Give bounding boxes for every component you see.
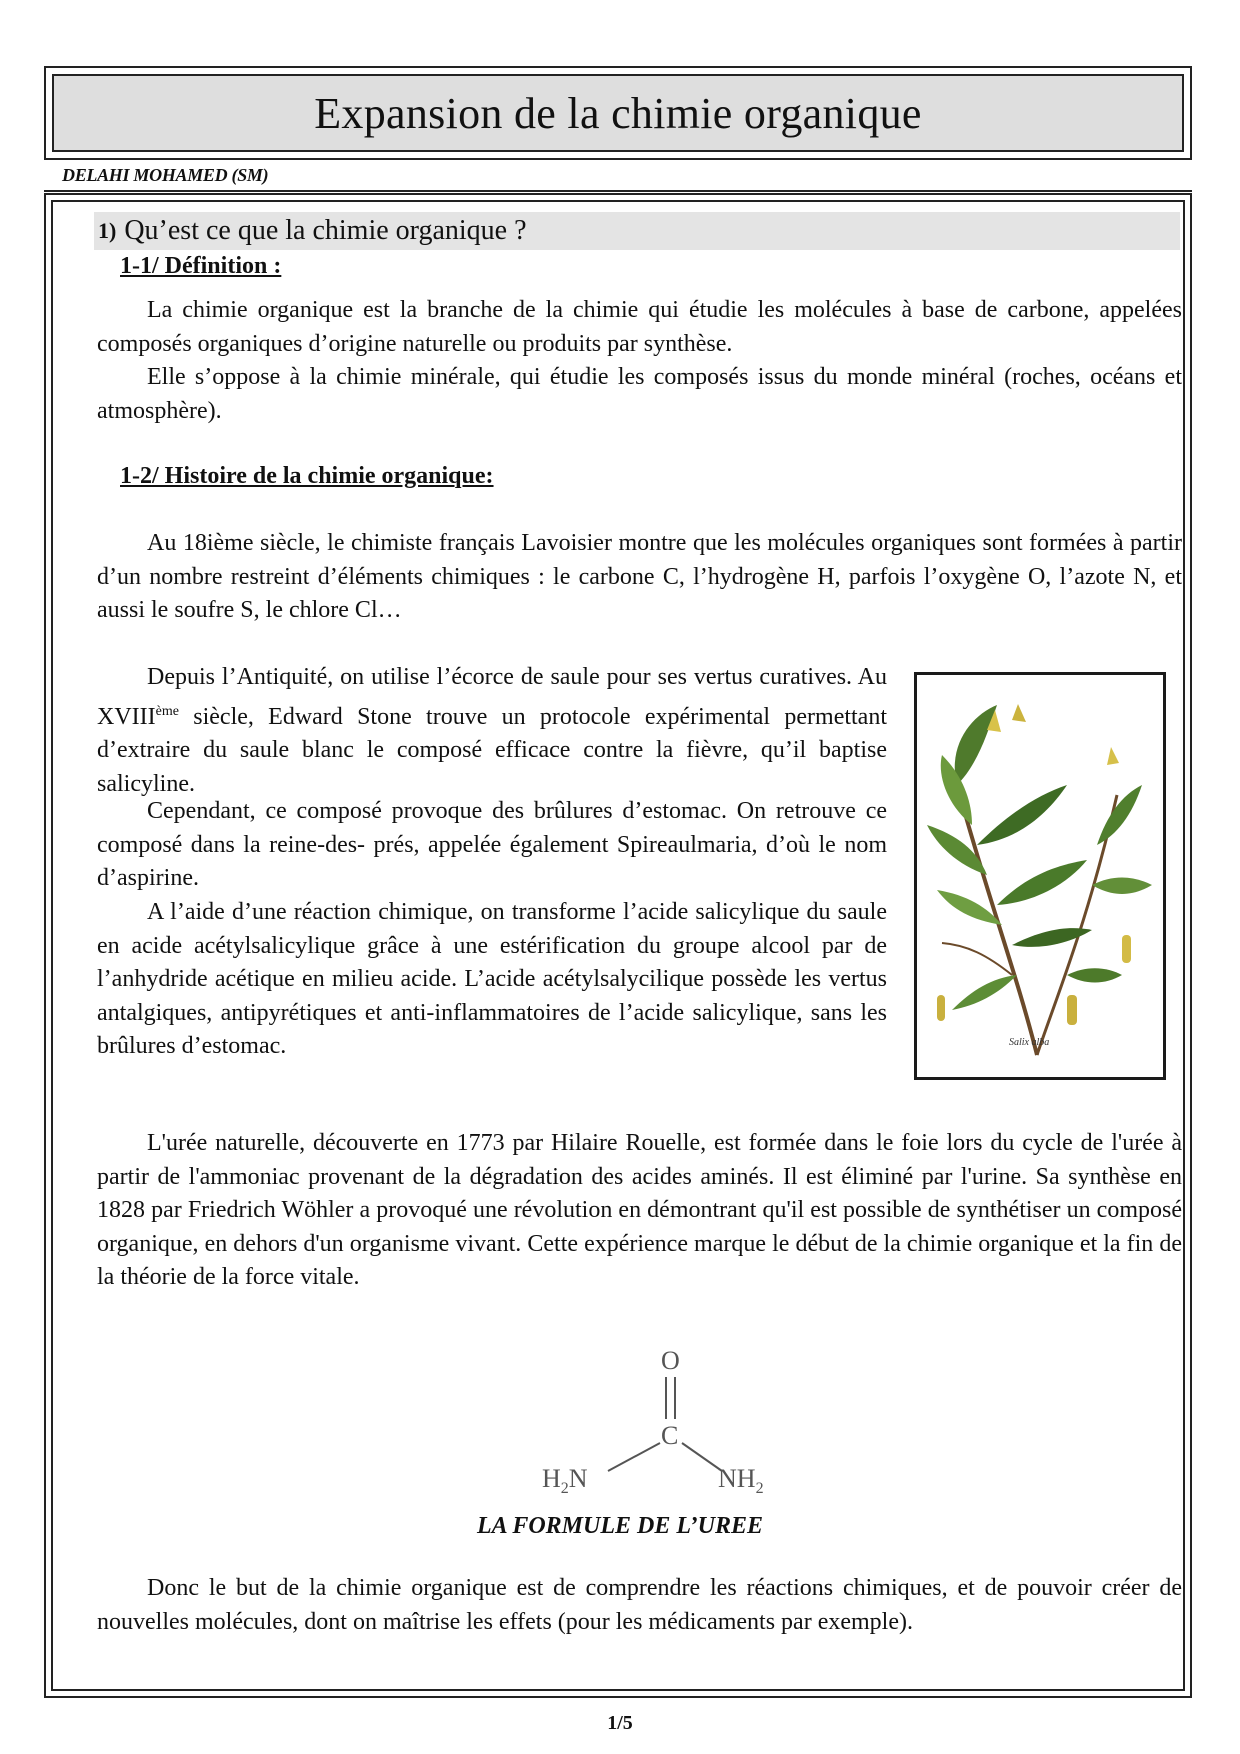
history-paragraph-reaction: A l’aide d’une réaction chimique, on transforme l’acide salicylique du saule en acide acétylsalicylique grâce à une estérification du groupe alcool par de l’anhydride acétique en milieu acide. L’acide acétylsalycilique possède les vertus antalgiques, antipyrétiques et anti-inflammatoires de l’acide salicylique, sans les brûlures d’estomac. <box>97 899 887 1059</box>
conclusion-paragraph: Donc le but de la chimie organique est de comprendre les réactions chimiques, et de pouvoir créer de nouvelles molécules, dont on maîtrise les effets (pour les médicaments par exemple). <box>97 1575 1182 1635</box>
left-amine-group <box>542 1464 588 1495</box>
subheading-definition: 1-1/ Définition : <box>120 253 282 279</box>
left-amine-n: N <box>568 1464 588 1493</box>
history-paragraph-aspirin: Cependant, ce composé provoque des brûlures d’estomac. On retrouve ce composé dans la reine-des- prés, appelée également Spireaulmaria, d’où le nom d’aspirine. <box>97 798 887 891</box>
section-title: Qu’est ce que la chimie organique ? <box>124 215 527 246</box>
history-paragraph-lavoisier: Au 18ième siècle, le chimiste français Lavoisier montre que les molécules organiques sont formées à partir d’un nombre restreint d’éléments chimiques : le carbone C, l’hydrogène H, parfois l’oxygène O, l’azote N, et aussi le soufre S, le chlore Cl… <box>97 530 1182 623</box>
header-divider <box>44 190 1192 192</box>
section-number: 1) <box>98 218 117 243</box>
plant-caption: Salix alba <box>1009 1037 1050 1048</box>
willow-text-start: Depuis l’Antiquité, on utilise l’écorce de saule pour ses vertus curatives. Au XVIII <box>97 664 887 730</box>
urea-structural-formula <box>530 1335 790 1500</box>
right-amine-subscript: 2 <box>755 1480 764 1495</box>
section-heading-bar <box>94 212 1180 250</box>
history-paragraph-urea: L'urée naturelle, découverte en 1773 par Hilaire Rouelle, est formée dans le foie lors du cycle de l'urée à partir de l'ammoniac provenant de la dégradation des acides aminés. Il est éliminé par l'urine. Sa synthèse en 1828 par Friedrich Wöhler a provoqué une révolution en démontrant qu'il est possible de synthétiser un composé organique, en dehors d'un organisme vivant. Cette expérience marque le début de la chimie organique et la fin de la théorie de la force vitale. <box>97 1130 1182 1290</box>
document-title: Expansion de la chimie organique <box>314 88 922 138</box>
carbon-atom: C <box>661 1421 679 1450</box>
willow-text-end: siècle, Edward Stone trouve un protocole expérimental permettant d’extraire du saule blanc le composé efficace contre la fièvre, qu’il baptise salicyline. <box>97 703 887 797</box>
formula-caption: LA FORMULE DE L’UREE <box>476 1513 764 1539</box>
subheading-history: 1-2/ Histoire de la chimie organique: <box>120 463 494 489</box>
author-name: DELAHI MOHAMED (SM) <box>62 165 269 185</box>
title-frame <box>44 66 1192 160</box>
right-amine-nh: NH <box>718 1464 756 1493</box>
willow-branch-drawing <box>917 675 1163 1077</box>
right-amine-group <box>718 1464 764 1495</box>
left-amine-subscript: 2 <box>560 1480 569 1495</box>
salix-alba-illustration <box>914 672 1166 1080</box>
oxygen-atom: O <box>661 1346 680 1375</box>
definition-paragraph-1: La chimie organique est la branche de la chimie qui étudie les molécules à base de carbone, appelées composés organiques d’origine naturelle ou produits par synthèse. <box>97 297 1182 357</box>
century-superscript: ème <box>155 703 179 719</box>
urea-molecule-drawing <box>530 1335 790 1495</box>
left-amine-h: H <box>542 1464 561 1493</box>
history-paragraph-willow <box>97 661 887 801</box>
definition-paragraph-2: Elle s’oppose à la chimie minérale, qui étudie les composés issus du monde minéral (roches, océans et atmosphère). <box>97 364 1182 424</box>
page-number: 1/5 <box>607 1712 633 1734</box>
title-banner <box>52 74 1184 152</box>
